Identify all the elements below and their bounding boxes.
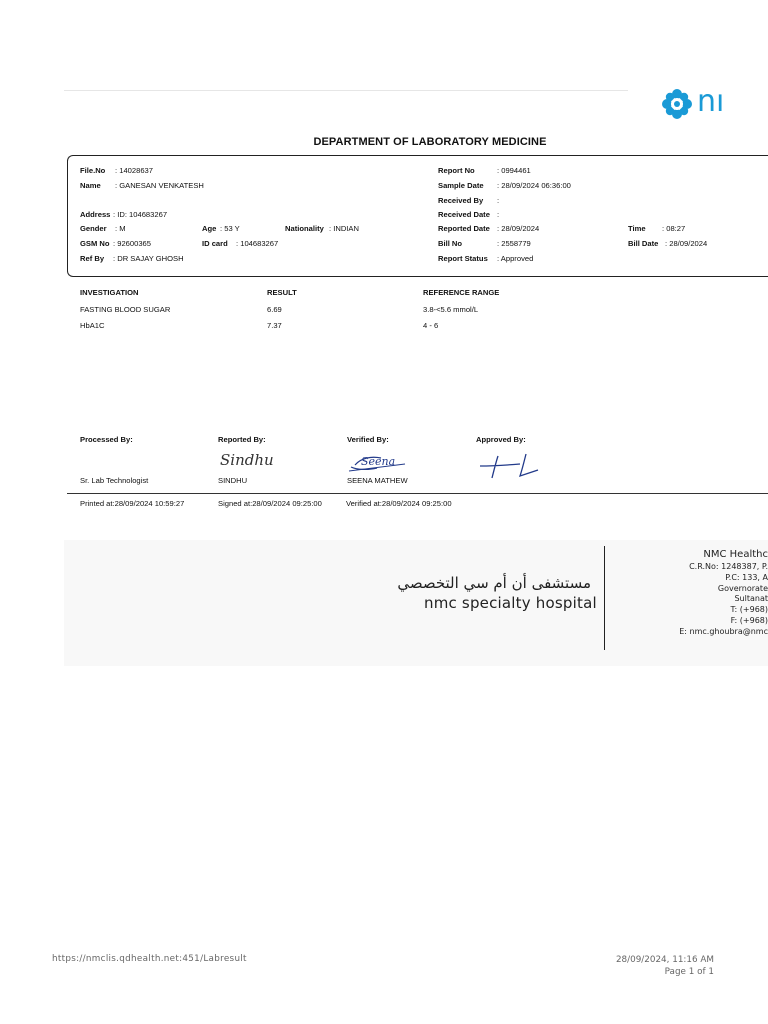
table-row-result: 6.69	[267, 305, 282, 314]
contact-line: Governorate	[717, 583, 768, 593]
gsm-value: : 92600365	[113, 239, 152, 248]
approved-signature	[478, 452, 542, 482]
print-info	[616, 954, 714, 978]
table-row-investigation: FASTING BLOOD SUGAR	[80, 305, 171, 314]
processed-by-title: Sr. Lab Technologist	[80, 476, 149, 485]
contact-line: C.R.No: 1248387, P.	[689, 562, 768, 571]
received-by-value: :	[497, 196, 500, 205]
verified-by-label: Verified By:	[347, 435, 389, 444]
footer-divider	[604, 546, 605, 650]
contact-line: F: (+968)	[730, 615, 768, 625]
verified-by-name: SEENA MATHEW	[347, 476, 408, 485]
table-row-reference: 4 - 6	[423, 321, 439, 330]
time-label: Time	[628, 224, 646, 233]
reported-date-value: : 28/09/2024	[497, 224, 540, 233]
bill-date-value: : 28/09/2024	[665, 239, 708, 248]
page-number: Page 1 of 1	[664, 967, 714, 977]
contact-line: Sultanat	[734, 594, 768, 604]
report-status-label: Report Status	[438, 254, 488, 263]
received-date-label: Received Date	[438, 210, 490, 219]
file-no-value: : 14028637	[115, 166, 154, 175]
address-label: Address	[80, 210, 111, 219]
table-row-result: 7.37	[267, 321, 282, 330]
hospital-name-arabic: مستشفى أن أم سي التخصصي	[397, 574, 591, 592]
table-row-investigation: HbA1C	[80, 321, 105, 330]
contact-block	[614, 548, 768, 638]
contact-line: NMC Healthc	[703, 549, 768, 560]
idcard-value: : 104683267	[236, 239, 279, 248]
age-value: : 53 Y	[220, 224, 240, 233]
refby-label: Ref By	[80, 254, 105, 263]
investigation-header: INVESTIGATION	[80, 288, 139, 297]
report-status-value: : Approved	[497, 254, 534, 263]
sample-date-label: Sample Date	[438, 181, 484, 190]
report-no-label: Report No	[438, 166, 475, 175]
name-label: Name	[80, 181, 101, 190]
reported-by-label: Reported By:	[218, 435, 266, 444]
refby-value: : DR SAJAY GHOSH	[113, 254, 184, 263]
bill-no-label: Bill No	[438, 239, 463, 248]
reported-date-label: Reported Date	[438, 224, 490, 233]
logo-text: nı	[697, 88, 725, 119]
nationality-value: : INDIAN	[329, 224, 359, 233]
idcard-label: ID card	[202, 239, 228, 248]
verified-signature-text: Seena	[361, 455, 396, 468]
report-no-value: : 0994461	[497, 166, 531, 175]
reference-header: REFERENCE RANGE	[423, 288, 500, 297]
page-title: DEPARTMENT OF LABORATORY MEDICINE	[313, 136, 547, 148]
letterhead-footer	[64, 540, 768, 666]
approved-by-label: Approved By:	[476, 435, 526, 444]
contact-line: T: (+968)	[730, 605, 768, 615]
age-label: Age	[202, 224, 217, 233]
gsm-label: GSM No	[80, 239, 110, 248]
received-date-value: :	[497, 210, 500, 219]
file-no-label: File.No	[80, 166, 106, 175]
processed-by-label: Processed By:	[80, 435, 133, 444]
reported-by-name: SINDHU	[218, 476, 248, 485]
page-url: https://nmclis.qdhealth.net:451/Labresult	[52, 954, 247, 964]
contact-line: P.C: 133, A	[725, 572, 768, 582]
signature-separator	[67, 493, 768, 494]
verified-signature	[347, 452, 409, 474]
hospital-name-english: nmc specialty hospital	[424, 594, 597, 612]
bill-date-label: Bill Date	[628, 239, 659, 248]
nationality-label: Nationality	[285, 224, 324, 233]
gender-value: : M	[115, 224, 126, 233]
nmc-logo	[660, 88, 768, 120]
name-value: : GANESAN VENKATESH	[115, 181, 204, 190]
time-value: : 08:27	[662, 224, 686, 233]
gender-label: Gender	[80, 224, 107, 233]
sample-date-value: : 28/09/2024 06:36:00	[497, 181, 571, 190]
reported-signature: Sindhu	[220, 451, 274, 469]
print-datetime: 28/09/2024, 11:16 AM	[615, 955, 714, 965]
table-row-reference: 3.8-<5.6 mmol/L	[423, 305, 479, 314]
result-header: RESULT	[267, 288, 297, 297]
signed-at: Signed at:28/09/2024 09:25:00	[218, 499, 322, 508]
verified-at: Verified at:28/09/2024 09:25:00	[346, 499, 452, 508]
bill-no-value: : 2558779	[497, 239, 531, 248]
contact-line: E: nmc.ghoubra@nmc	[679, 626, 768, 636]
top-rule	[64, 90, 628, 91]
address-value: : ID: 104683267	[113, 210, 168, 219]
received-by-label: Received By	[438, 196, 484, 205]
printed-at: Printed at:28/09/2024 10:59:27	[80, 499, 185, 508]
